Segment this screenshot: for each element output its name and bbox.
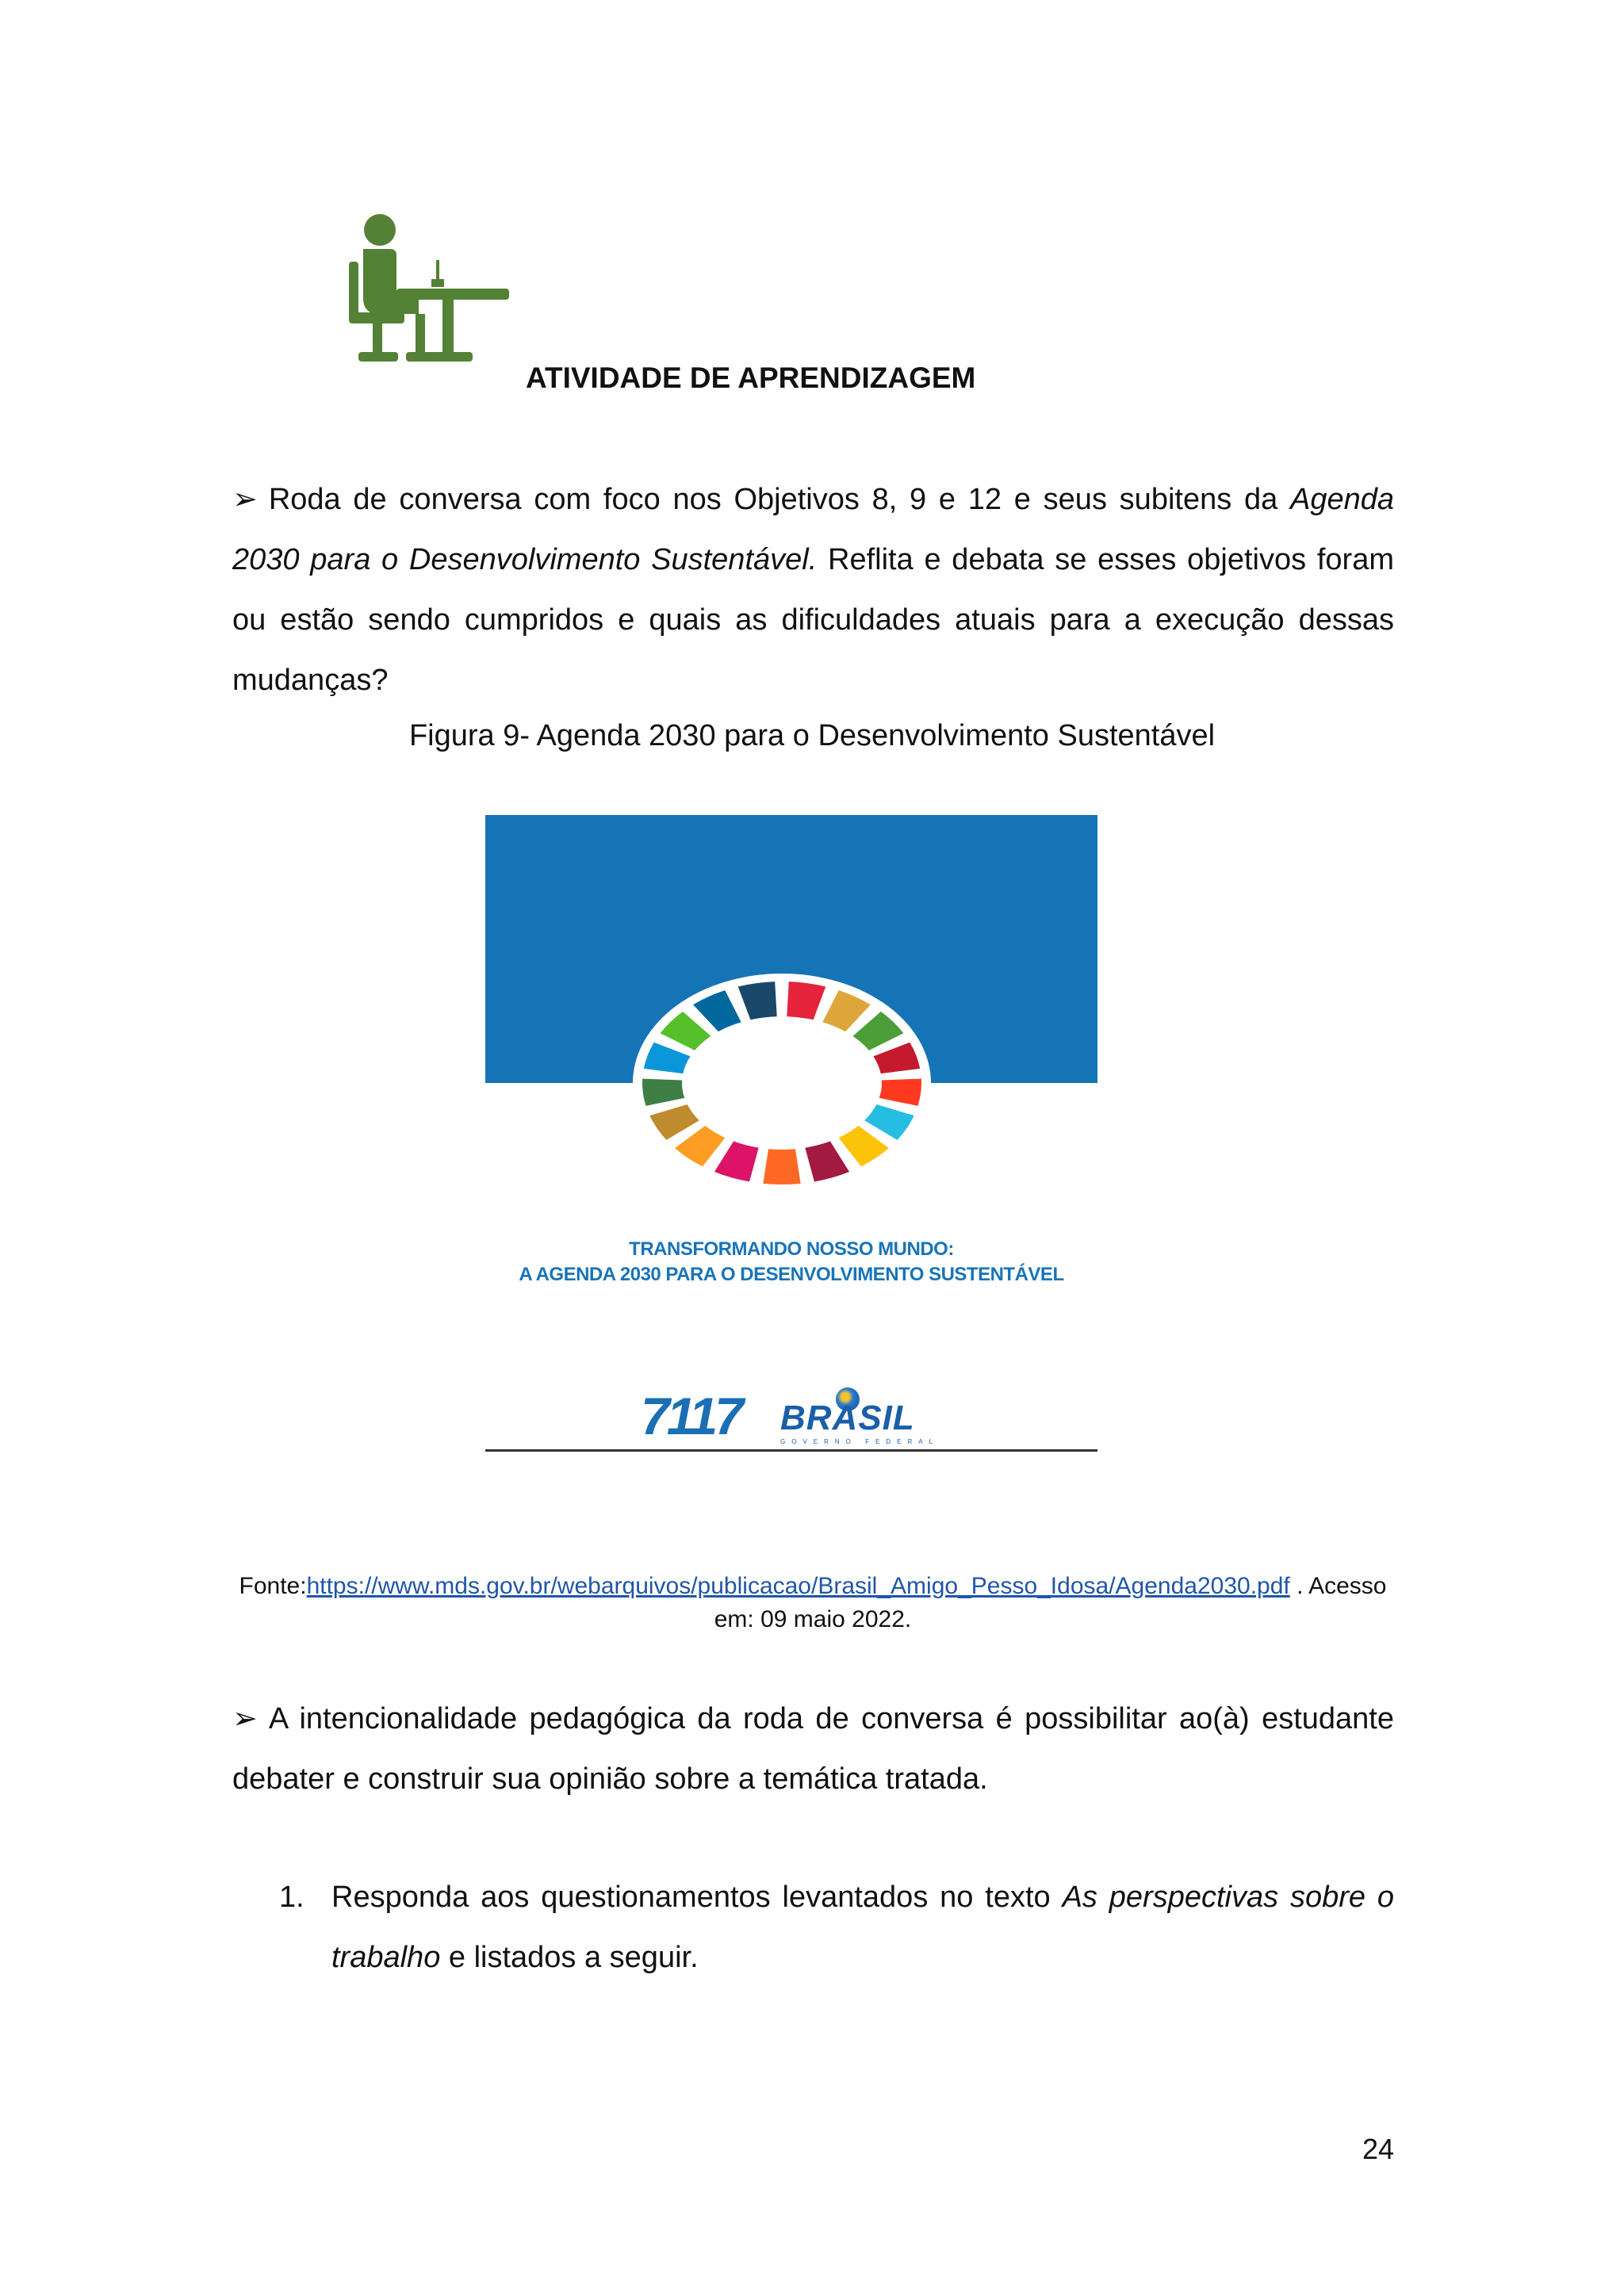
source-link[interactable]: https://www.mds.gov.br/webarquivos/publicacao/Brasil_Amigo_Pesso_Idosa/Agenda2030.pdf <box>306 1573 1290 1599</box>
sdg-wheel-segment <box>763 1149 800 1184</box>
figure-divider <box>485 1449 1097 1452</box>
person-at-desk-icon <box>343 212 509 365</box>
source-label: Fonte: <box>239 1573 307 1599</box>
figure-source <box>238 1570 1388 1636</box>
brasil-logo: BRASIL <box>780 1399 915 1437</box>
paragraph-italic: Agenda 2030 para o Desenvolvimento Sustentável. <box>232 483 1394 576</box>
numbered-list-item <box>279 1867 1394 1988</box>
sdg-wheel-image <box>485 815 1097 1227</box>
paragraph-text: A intencionalidade pedagógica da roda de conversa é possibilitar ao(à) estudante debater e construir sua opinião sobre a temática tratada. <box>232 1702 1394 1796</box>
paragraph-text: Reflita e debata se esses objetivos foram ou estão sendo cumpridos e quais as dificuldades atuais para a execução dessas mudanças? <box>232 543 1394 697</box>
list-italic: As perspectivas sobre o trabalho <box>331 1881 1395 1974</box>
activity-heading: ATIVIDADE DE APRENDIZAGEM <box>526 362 976 394</box>
source-access-date: . Acesso em: 09 maio 2022. <box>714 1573 1387 1632</box>
brasil-logo-subtitle: GOVERNO FEDERAL <box>780 1438 940 1445</box>
list-number: 1. <box>279 1881 304 1914</box>
paragraph-text: Roda de conversa com foco nos Objetivos 8, 9 e 12 e seus subitens da <box>268 483 1290 516</box>
figure-caption: Figura 9- Agenda 2030 para o Desenvolvimento Sustentável <box>408 719 1216 752</box>
figure-title-line1: TRANSFORMANDO NOSSO MUNDO: <box>629 1238 954 1260</box>
agenda-2030-figure <box>485 815 1097 1456</box>
list-text-part: e listados a seguir. <box>440 1941 699 1974</box>
arrowhead-bullet-icon: ➢ <box>232 1702 258 1735</box>
list-text <box>331 1867 1394 1988</box>
un-7117-logo: 7117 <box>641 1387 741 1445</box>
paragraph-intencionalidade <box>232 1689 1394 1809</box>
figure-title-line2: A AGENDA 2030 PARA O DESENVOLVIMENTO SUSTENTÁVEL <box>519 1264 1064 1285</box>
paragraph-roda-conversa <box>232 469 1394 710</box>
arrowhead-bullet-icon: ➢ <box>232 483 258 516</box>
list-text-part: Responda aos questionamentos levantados no texto <box>331 1881 1063 1914</box>
page-number: 24 <box>1362 2133 1395 2165</box>
